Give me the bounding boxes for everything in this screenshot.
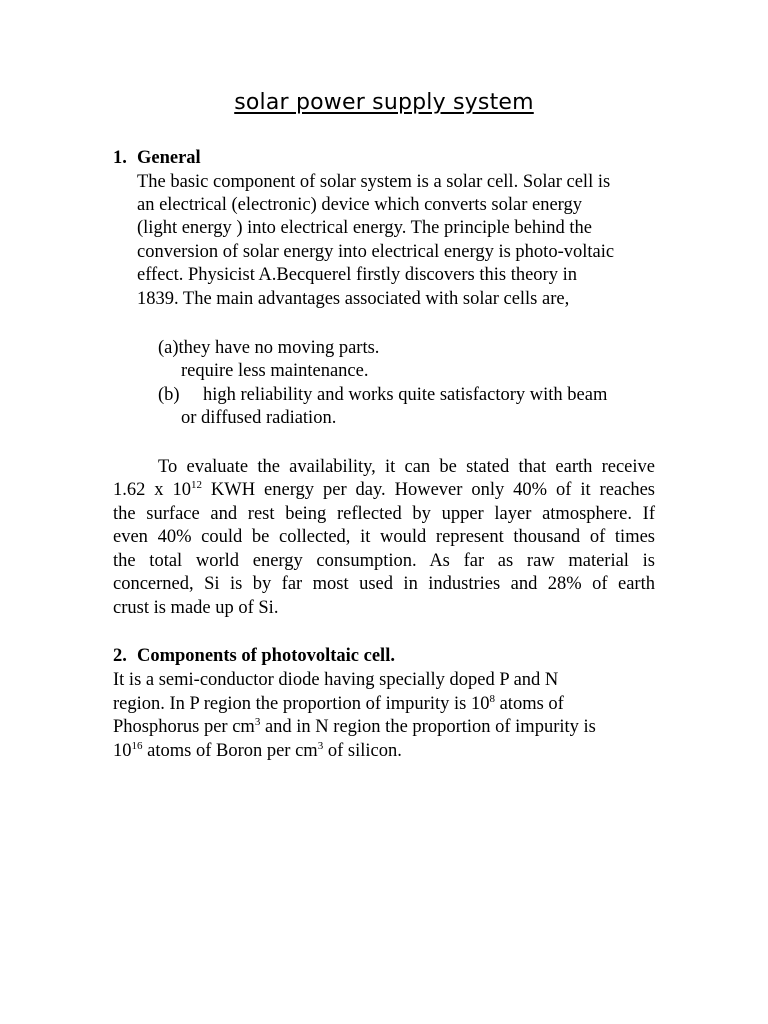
list-marker-b: (b) <box>158 385 180 405</box>
section-title: General <box>137 148 201 168</box>
superscript: 12 <box>191 479 202 491</box>
section-title: Components of photovoltaic cell. <box>137 646 395 666</box>
superscript: 3 <box>317 740 324 752</box>
paragraph-line <box>113 716 596 740</box>
superscript: 16 <box>131 740 143 752</box>
section-heading-components <box>113 645 395 669</box>
list-item-a: (a)they have no moving parts. <box>158 338 380 358</box>
text-fragment: of silicon. <box>323 741 402 761</box>
text-fragment: Phosphorus per cm <box>113 717 255 737</box>
list-item-b-continued: or diffused radiation. <box>181 408 337 428</box>
superscript: 8 <box>489 693 495 705</box>
paragraph-line: the surface and rest being reflected by upper layer atmosphere. If <box>113 504 655 524</box>
text-fragment: atoms of <box>494 694 564 714</box>
text-fragment: 10 <box>113 741 132 761</box>
list-item-b: high reliability and works quite satisfactory with beam <box>203 385 608 405</box>
paragraph-line: the total world energy consumption. As far as raw material is <box>113 551 655 571</box>
paragraph-line: an electrical (electronic) device which converts solar energy <box>137 195 582 215</box>
paragraph-line: It is a semi-conductor diode having specially doped P and N <box>113 670 559 690</box>
text-fragment: atoms of Boron per cm <box>142 741 318 761</box>
paragraph-line: even 40% could be collected, it would represent thousand of times <box>113 527 655 547</box>
text-fragment: 1.62 x 10 <box>113 480 191 500</box>
paragraph-line: (light energy ) into electrical energy. The principle behind the <box>137 218 592 238</box>
paragraph-line: concerned, Si is by far most used in industries and 28% of earth <box>113 574 655 594</box>
text-fragment: region. In P region the proportion of impurity is 10 <box>113 694 490 714</box>
paragraph-line: effect. Physicist A.Becquerel firstly discovers this theory in <box>137 265 577 285</box>
paragraph-line: To evaluate the availability, it can be stated that earth receive <box>158 457 655 477</box>
paragraph-line: The basic component of solar system is a solar cell. Solar cell is <box>137 172 611 192</box>
section-number: 2. <box>113 646 127 666</box>
paragraph-line: conversion of solar energy into electrical energy is photo-voltaic <box>137 242 615 262</box>
list-item-a-continued: require less maintenance. <box>181 361 369 381</box>
paragraph-line <box>113 479 655 503</box>
paragraph-line: 1839. The main advantages associated with solar cells are, <box>137 289 570 309</box>
paragraph-line <box>113 693 564 717</box>
section-heading-general <box>113 147 201 171</box>
paragraph-line: crust is made up of Si. <box>113 598 279 618</box>
text-fragment: KWH energy per day. However only 40% of it reaches <box>202 480 656 500</box>
page-title: solar power supply system <box>234 90 534 115</box>
paragraph-line <box>113 740 402 764</box>
section-number: 1. <box>113 148 127 168</box>
text-fragment: and in N region the proportion of impurity is <box>260 717 596 737</box>
superscript: 3 <box>254 716 261 728</box>
